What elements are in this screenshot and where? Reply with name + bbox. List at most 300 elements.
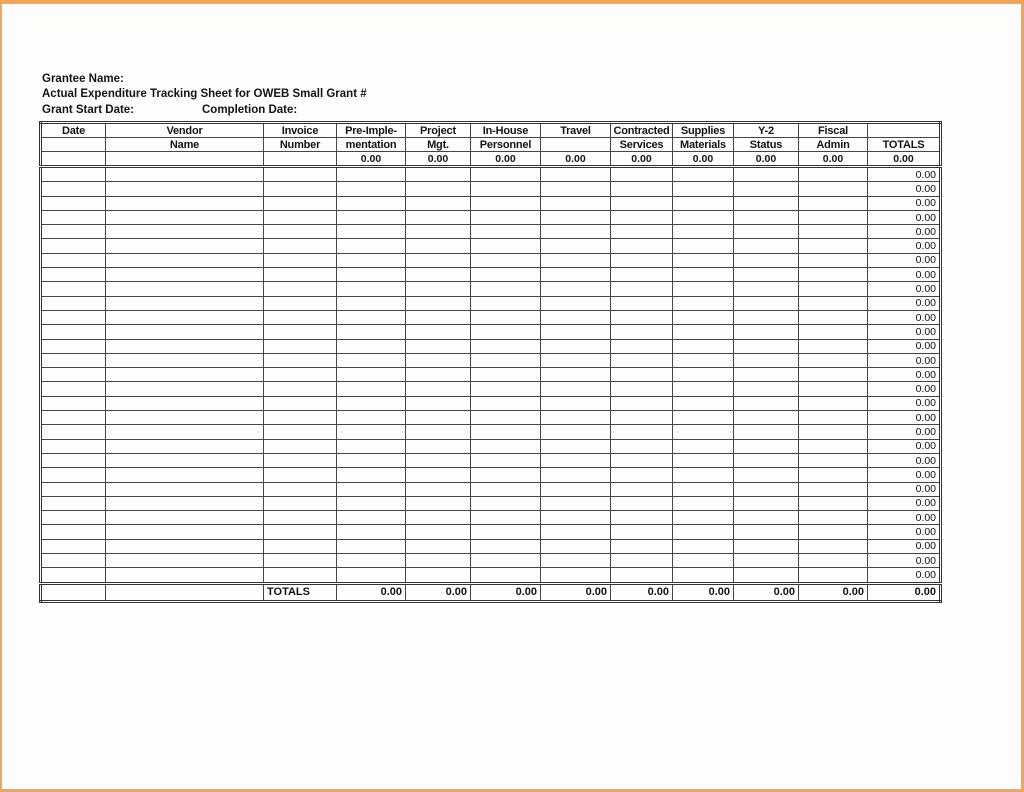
column-header-totals [868,123,941,138]
column-header-pre-implementation: Pre-Imple- [337,123,406,138]
cell-contracted-services [611,382,673,396]
cell-contracted-services [611,310,673,324]
cell-fiscal-admin [799,382,868,396]
cell-contracted-services [611,339,673,353]
cell-invoice-number [264,382,337,396]
cell-date [41,225,106,239]
expense-row [41,539,941,553]
cell-in-house-personnel [471,396,541,410]
grantee-name-label: Grantee Name: [42,73,124,85]
start-value-project-mgt: 0.00 [406,152,471,167]
cell-totals: 0.00 [868,525,941,539]
cell-date [41,339,106,353]
cell-travel [541,453,611,467]
cell-invoice-number [264,539,337,553]
cell-vendor-name [106,568,264,583]
cell-project-mgt [406,496,471,510]
cell-date [41,539,106,553]
cell-vendor-name [106,539,264,553]
cell-date [41,210,106,224]
cell-in-house-personnel [471,339,541,353]
cell-vendor-name [106,411,264,425]
cell-vendor-name [106,182,264,196]
cell-y-2-status [734,339,799,353]
cell-fiscal-admin [799,182,868,196]
cell-in-house-personnel [471,511,541,525]
cell-invoice-number [264,482,337,496]
cell-vendor-name [106,210,264,224]
cell-date [41,353,106,367]
cell-vendor-name [106,225,264,239]
cell-contracted-services [611,539,673,553]
cell-date [41,196,106,210]
cell-pre-implementation [337,210,406,224]
expense-row [41,282,941,296]
cell-totals: 0.00 [868,482,941,496]
cell-fiscal-admin [799,325,868,339]
column-header-vendor-name: Name [106,138,264,152]
cell-supplies-materials [673,382,734,396]
cell-totals: 0.00 [868,210,941,224]
cell-totals: 0.00 [868,396,941,410]
cell-project-mgt [406,239,471,253]
cell-invoice-number [264,253,337,267]
cell-contracted-services [611,225,673,239]
cell-project-mgt [406,425,471,439]
column-header-contracted-services: Services [611,138,673,152]
cell-supplies-materials [673,554,734,568]
column-start-values-row [41,152,941,167]
cell-supplies-materials [673,525,734,539]
cell-date [41,253,106,267]
cell-vendor-name [106,525,264,539]
cell-project-mgt [406,568,471,583]
cell-fiscal-admin [799,268,868,282]
cell-totals: 0.00 [868,296,941,310]
cell-pre-implementation [337,554,406,568]
column-header-y-2-status: Status [734,138,799,152]
cell-travel [541,411,611,425]
cell-invoice-number [264,439,337,453]
cell-y-2-status [734,411,799,425]
cell-pre-implementation [337,425,406,439]
start-value-supplies-materials: 0.00 [673,152,734,167]
cell-project-mgt [406,453,471,467]
cell-supplies-materials [673,210,734,224]
cell-travel [541,310,611,324]
cell-invoice-number [264,411,337,425]
cell-contracted-services [611,353,673,367]
cell-vendor-name [106,239,264,253]
cell-project-mgt [406,554,471,568]
cell-supplies-materials [673,167,734,182]
cell-supplies-materials [673,396,734,410]
cell-contracted-services [611,182,673,196]
cell-y-2-status [734,382,799,396]
cell-supplies-materials [673,568,734,583]
cell-travel [541,210,611,224]
cell-in-house-personnel [471,525,541,539]
cell-date [41,310,106,324]
start-value-date [41,152,106,167]
cell-supplies-materials [673,453,734,467]
cell-in-house-personnel [471,225,541,239]
cell-supplies-materials [673,225,734,239]
cell-vendor-name [106,325,264,339]
cell-contracted-services [611,268,673,282]
cell-fiscal-admin [799,210,868,224]
cell-y-2-status [734,296,799,310]
expense-row [41,210,941,224]
cell-invoice-number [264,525,337,539]
cell-contracted-services [611,368,673,382]
cell-pre-implementation [337,439,406,453]
cell-totals: 0.00 [868,439,941,453]
cell-vendor-name [106,282,264,296]
cell-travel [541,253,611,267]
cell-contracted-services [611,482,673,496]
expense-row [41,239,941,253]
cell-project-mgt [406,468,471,482]
cell-vendor-name [106,396,264,410]
cell-y-2-status [734,253,799,267]
cell-date [41,568,106,583]
cell-in-house-personnel [471,468,541,482]
cell-contracted-services [611,425,673,439]
expense-row [41,525,941,539]
footer-empty-vendor-name [106,583,264,601]
cell-vendor-name [106,468,264,482]
cell-totals: 0.00 [868,368,941,382]
cell-y-2-status [734,225,799,239]
cell-vendor-name [106,511,264,525]
footer-total-in-house-personnel: 0.00 [471,583,541,601]
start-value-pre-implementation: 0.00 [337,152,406,167]
cell-in-house-personnel [471,411,541,425]
cell-contracted-services [611,167,673,182]
cell-project-mgt [406,182,471,196]
cell-in-house-personnel [471,325,541,339]
cell-date [41,396,106,410]
cell-y-2-status [734,425,799,439]
cell-invoice-number [264,225,337,239]
cell-project-mgt [406,268,471,282]
cell-fiscal-admin [799,511,868,525]
cell-contracted-services [611,554,673,568]
cell-supplies-materials [673,182,734,196]
cell-pre-implementation [337,167,406,182]
cell-pre-implementation [337,382,406,396]
cell-pre-implementation [337,282,406,296]
cell-project-mgt [406,382,471,396]
cell-project-mgt [406,396,471,410]
cell-pre-implementation [337,482,406,496]
column-header-in-house-personnel: Personnel [471,138,541,152]
cell-date [41,482,106,496]
cell-contracted-services [611,282,673,296]
cell-pre-implementation [337,568,406,583]
expense-row [41,253,941,267]
cell-pre-implementation [337,253,406,267]
cell-supplies-materials [673,282,734,296]
start-value-travel: 0.00 [541,152,611,167]
expense-row [41,225,941,239]
column-header-in-house-personnel: In-House [471,123,541,138]
cell-invoice-number [264,554,337,568]
cell-pre-implementation [337,396,406,410]
expense-row [41,368,941,382]
cell-contracted-services [611,496,673,510]
cell-contracted-services [611,296,673,310]
cell-fiscal-admin [799,496,868,510]
expenditure-tracking-table [39,121,942,603]
expense-row [41,382,941,396]
cell-date [41,525,106,539]
cell-pre-implementation [337,239,406,253]
cell-totals: 0.00 [868,554,941,568]
cell-in-house-personnel [471,196,541,210]
cell-project-mgt [406,210,471,224]
cell-fiscal-admin [799,482,868,496]
cell-in-house-personnel [471,268,541,282]
column-header-project-mgt: Mgt. [406,138,471,152]
cell-fiscal-admin [799,368,868,382]
expense-row [41,411,941,425]
cell-totals: 0.00 [868,325,941,339]
cell-pre-implementation [337,182,406,196]
cell-pre-implementation [337,411,406,425]
cell-contracted-services [611,511,673,525]
cell-contracted-services [611,325,673,339]
cell-travel [541,268,611,282]
footer-empty-date [41,583,106,601]
cell-fiscal-admin [799,411,868,425]
cell-pre-implementation [337,196,406,210]
cell-contracted-services [611,453,673,467]
column-header-travel: Travel [541,123,611,138]
cell-contracted-services [611,439,673,453]
cell-travel [541,425,611,439]
cell-date [41,411,106,425]
cell-pre-implementation [337,539,406,553]
cell-project-mgt [406,353,471,367]
cell-travel [541,396,611,410]
cell-project-mgt [406,368,471,382]
cell-supplies-materials [673,268,734,282]
column-header-fiscal-admin: Admin [799,138,868,152]
cell-supplies-materials [673,339,734,353]
cell-in-house-personnel [471,253,541,267]
cell-vendor-name [106,368,264,382]
cell-totals: 0.00 [868,282,941,296]
cell-invoice-number [264,325,337,339]
cell-pre-implementation [337,310,406,324]
column-header-invoice-number: Number [264,138,337,152]
cell-fiscal-admin [799,296,868,310]
cell-y-2-status [734,468,799,482]
cell-invoice-number [264,368,337,382]
cell-fiscal-admin [799,353,868,367]
cell-totals: 0.00 [868,496,941,510]
cell-in-house-personnel [471,210,541,224]
cell-y-2-status [734,325,799,339]
cell-supplies-materials [673,196,734,210]
cell-y-2-status [734,554,799,568]
cell-contracted-services [611,239,673,253]
cell-supplies-materials [673,439,734,453]
cell-in-house-personnel [471,568,541,583]
start-value-y-2-status: 0.00 [734,152,799,167]
cell-y-2-status [734,182,799,196]
column-header-contracted-services: Contracted [611,123,673,138]
cell-travel [541,282,611,296]
cell-in-house-personnel [471,554,541,568]
cell-in-house-personnel [471,539,541,553]
cell-date [41,282,106,296]
cell-date [41,453,106,467]
cell-vendor-name [106,339,264,353]
cell-date [41,368,106,382]
cell-travel [541,182,611,196]
cell-project-mgt [406,196,471,210]
table-footer [41,583,941,601]
cell-y-2-status [734,439,799,453]
cell-in-house-personnel [471,425,541,439]
footer-total-totals: 0.00 [868,583,941,601]
column-header-row-1 [41,123,941,138]
cell-supplies-materials [673,511,734,525]
cell-vendor-name [106,439,264,453]
cell-totals: 0.00 [868,453,941,467]
cell-invoice-number [264,353,337,367]
cell-y-2-status [734,453,799,467]
cell-fiscal-admin [799,468,868,482]
cell-y-2-status [734,396,799,410]
cell-pre-implementation [337,511,406,525]
cell-travel [541,239,611,253]
cell-in-house-personnel [471,182,541,196]
cell-date [41,182,106,196]
cell-travel [541,196,611,210]
cell-y-2-status [734,282,799,296]
cell-project-mgt [406,539,471,553]
cell-travel [541,539,611,553]
cell-totals: 0.00 [868,196,941,210]
cell-in-house-personnel [471,382,541,396]
cell-date [41,296,106,310]
column-header-supplies-materials: Supplies [673,123,734,138]
cell-totals: 0.00 [868,339,941,353]
cell-in-house-personnel [471,282,541,296]
cell-invoice-number [264,468,337,482]
cell-invoice-number [264,182,337,196]
expense-row [41,468,941,482]
cell-y-2-status [734,353,799,367]
cell-project-mgt [406,167,471,182]
cell-travel [541,296,611,310]
cell-totals: 0.00 [868,253,941,267]
expense-row [41,554,941,568]
cell-supplies-materials [673,411,734,425]
cell-supplies-materials [673,496,734,510]
column-header-invoice-number: Invoice [264,123,337,138]
cell-fiscal-admin [799,339,868,353]
column-header-date [41,138,106,152]
totals-row [41,583,941,601]
cell-pre-implementation [337,468,406,482]
cell-vendor-name [106,554,264,568]
column-header-fiscal-admin: Fiscal [799,123,868,138]
cell-project-mgt [406,253,471,267]
cell-invoice-number [264,167,337,182]
cell-date [41,325,106,339]
cell-totals: 0.00 [868,268,941,282]
cell-vendor-name [106,353,264,367]
cell-date [41,496,106,510]
expense-row [41,353,941,367]
cell-supplies-materials [673,239,734,253]
cell-travel [541,339,611,353]
cell-date [41,468,106,482]
cell-vendor-name [106,382,264,396]
cell-travel [541,554,611,568]
start-value-vendor-name [106,152,264,167]
cell-totals: 0.00 [868,511,941,525]
cell-in-house-personnel [471,239,541,253]
cell-invoice-number [264,425,337,439]
cell-travel [541,167,611,182]
cell-invoice-number [264,511,337,525]
dates-line [42,103,367,118]
cell-supplies-materials [673,353,734,367]
cell-y-2-status [734,525,799,539]
cell-supplies-materials [673,425,734,439]
expense-row [41,425,941,439]
footer-total-y-2-status: 0.00 [734,583,799,601]
cell-fiscal-admin [799,196,868,210]
cell-vendor-name [106,496,264,510]
cell-invoice-number [264,210,337,224]
footer-total-fiscal-admin: 0.00 [799,583,868,601]
cell-y-2-status [734,210,799,224]
cell-date [41,382,106,396]
cell-travel [541,482,611,496]
cell-pre-implementation [337,325,406,339]
expense-row [41,325,941,339]
cell-fiscal-admin [799,167,868,182]
cell-totals: 0.00 [868,353,941,367]
expense-row [41,268,941,282]
start-value-totals: 0.00 [868,152,941,167]
cell-vendor-name [106,453,264,467]
cell-pre-implementation [337,496,406,510]
cell-vendor-name [106,268,264,282]
cell-travel [541,568,611,583]
cell-in-house-personnel [471,296,541,310]
grant-start-date-label: Grant Start Date: [42,103,135,116]
expense-row [41,482,941,496]
cell-travel [541,496,611,510]
cell-in-house-personnel [471,353,541,367]
column-header-vendor-name: Vendor [106,123,264,138]
cell-in-house-personnel [471,167,541,182]
cell-contracted-services [611,196,673,210]
expense-row [41,296,941,310]
column-header-project-mgt: Project [406,123,471,138]
cell-contracted-services [611,396,673,410]
expense-row [41,453,941,467]
cell-in-house-personnel [471,439,541,453]
